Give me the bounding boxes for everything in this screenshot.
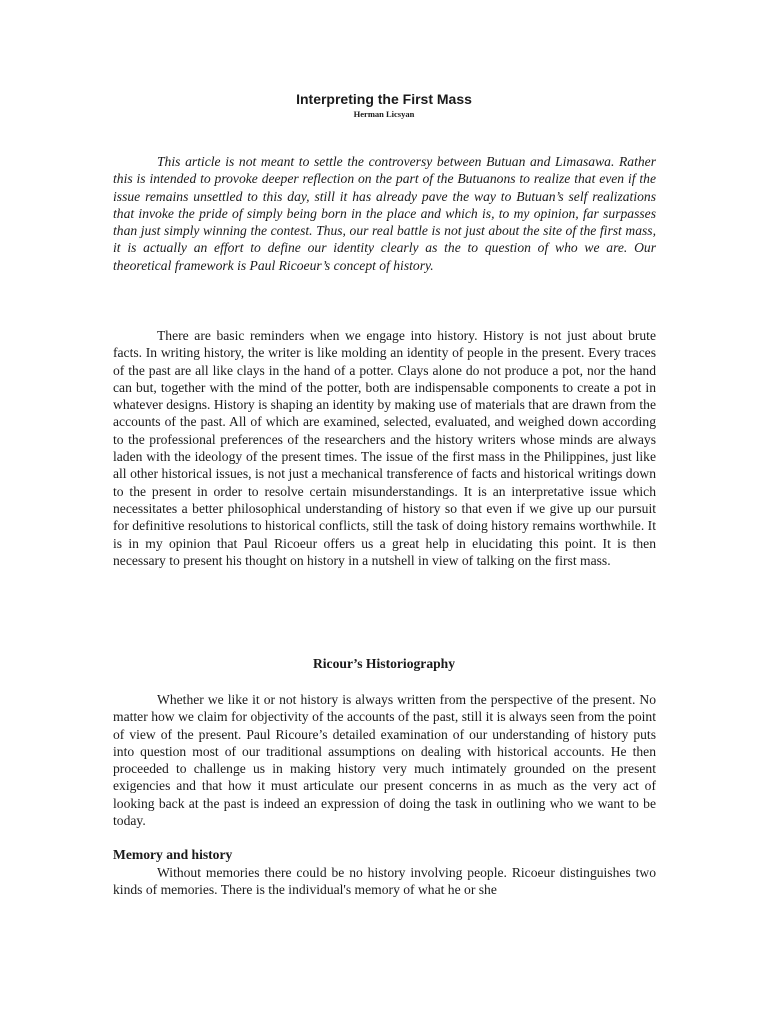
intro-paragraph: There are basic reminders when we engage into history. History is not just about brute facts. In writing history, the writer is like molding an identity of people in the present. Every traces of the past are all like clays in the hand of a potter. Clays alone do not produce a pot, nor the hand can but, together with the mind of the potter, both are indispensable components to create a pot in whatever designs. History is shaping an identity by making use of materials that are drawn from the accounts of the past. All of which are examined, selected, evaluated, and weighed down according to the professional preferences of the researchers and the history writers whose minds are always laden with the ideology of the present times. The issue of the first mass in the Philippines, just like all other historical issues, is not just a mechanical transference of facts and historical writings down to the present in order to resolve certain misunderstandings. It is an interpretative issue which necessitates a better philosophical understanding of history so that even if we give up our pursuit for definitive resolutions to historical conflicts, still the task of doing history remains worthwhile. It is in my opinion that Paul Ricoeur offers us a great help in elucidating this point. It is then necessary to present his thought on history in a nutshell in view of talking on the first mass. [113, 328, 656, 568]
abstract-paragraph: This article is not meant to settle the controversy between Butuan and Limasawa. Rather this is intended to provoke deeper reflection on the part of the Butuanons to realize that even if the issue remains unsettled to this day, still it has already pave the way to Butuan’s self realizations that invoke the pride of simply being born in the place and which is, to my opinion, far surpasses than just simply winning the contest. Thus, our real battle is not just about the site of the first mass, it is actually an effort to define our identity clearly as the to question of who we are. Our theoretical framework is Paul Ricoeur’s concept of history. [113, 154, 656, 273]
historiography-paragraph: Whether we like it or not history is always written from the perspective of the present. No matter how we claim for objectivity of the accounts of the past, still it is always seen from the point of view of the present. Paul Ricoure’s detailed examination of our understanding of history puts into question most of our traditional assumptions on dealing with historical accounts. He then proceeded to challenge us in making history very much intimately grounded on the present exigencies and that how it must articulate our present concerns in as much as the very act of looking back at the past is indeed an expression of doing the task in outlining who we want to be today. [113, 692, 656, 829]
subsection-heading: Memory and history [113, 847, 233, 862]
document-title: Interpreting the First Mass [296, 91, 472, 107]
author-name: Herman Licsyan [353, 109, 415, 119]
memory-paragraph: Without memories there could be no history involving people. Ricoeur distinguishes two kinds of memories. There is the individual's memory of what he or she [113, 865, 656, 898]
section-heading: Ricour’s Historiography [312, 656, 456, 671]
